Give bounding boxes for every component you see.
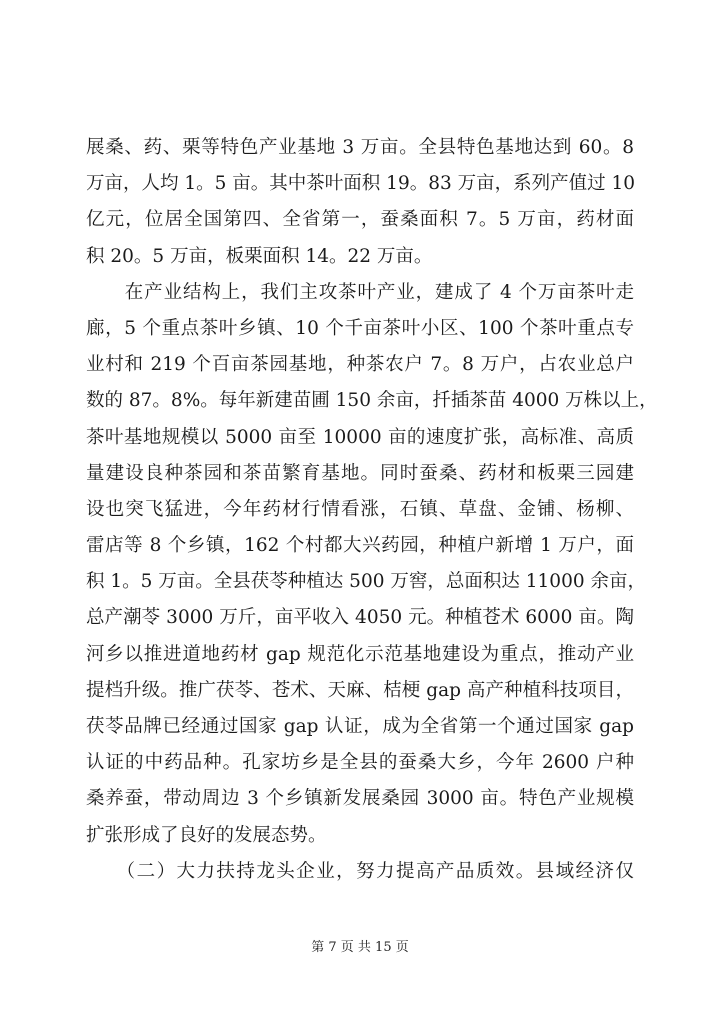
text-line: 雷店等 8 个乡镇，162 个村都大兴药园，种植户新增 1 万户，面 (86, 535, 634, 557)
text-line: 积 20。5 万亩，板栗面积 14。22 万亩。 (86, 245, 433, 267)
text-line: 桑养蚕，带动周边 3 个乡镇新发展桑园 3000 亩。特色产业规模 (86, 788, 634, 810)
text-line: 量建设良种茶园和茶苗繁育基地。同时蚕桑、药材和板栗三园建 (86, 462, 634, 484)
body-text (86, 130, 658, 890)
text-line: 亿元，位居全国第四、全省第一，蚕桑面积 7。5 万亩，药材面 (86, 209, 634, 231)
text-line: 展桑、药、栗等特色产业基地 3 万亩。全县特色基地达到 60。8 (86, 137, 634, 158)
text-line: 万亩，人均 1。5 亩。其中茶叶面积 19。83 万亩，系列产值过 10 (86, 173, 636, 195)
text-line: 扩张形成了良好的发展态势。 (86, 824, 327, 846)
text-line: 认证的中药品种。孔家坊乡是全县的蚕桑大乡，今年 2600 户种 (86, 752, 634, 774)
text-line: 提档升级。推广茯苓、苍术、天麻、桔梗 gap 高产种植科技项目， (86, 679, 634, 701)
page-footer: 第 7 页 共 15 页 (311, 940, 409, 955)
text-line: 茯苓品牌已经通过国家 gap 认证，成为全省第一个通过国家 gap (86, 716, 634, 737)
text-line: 茶叶基地规模以 5000 亩至 10000 亩的速度扩张，高标准、高质 (86, 426, 634, 448)
text-line: 廊，5 个重点茶叶乡镇、10 个千亩茶叶小区、100 个茶叶重点专 (86, 317, 634, 339)
text-line: 在产业结构上，我们主攻茶叶产业，建成了 4 个万亩茶叶走 (86, 281, 634, 303)
text-line: 业村和 219 个百亩茶园基地，种茶农户 7。8 万户，占农业总户 (86, 354, 634, 376)
text-line: （二）大力扶持龙头企业，努力提高产品质效。县域经济仅 (86, 860, 634, 882)
text-line: 设也突飞猛进，今年药材行情看涨，石镇、草盘、金铺、杨柳、 (86, 498, 634, 520)
text-line: 积 1。5 万亩。全县茯苓种植达 500 万窖，总面积达 11000 余亩， (86, 571, 646, 593)
text-line: 河乡以推进道地药材 gap 规范化示范基地建设为重点，推动产业 (86, 643, 634, 665)
text-line: 数的 87。8%。每年新建苗圃 150 余亩，扦插茶苗 4000 万株以上， (86, 390, 658, 412)
text-line: 总产潮苓 3000 万斤，亩平收入 4050 元。种植苍术 6000 亩。陶 (86, 607, 634, 629)
